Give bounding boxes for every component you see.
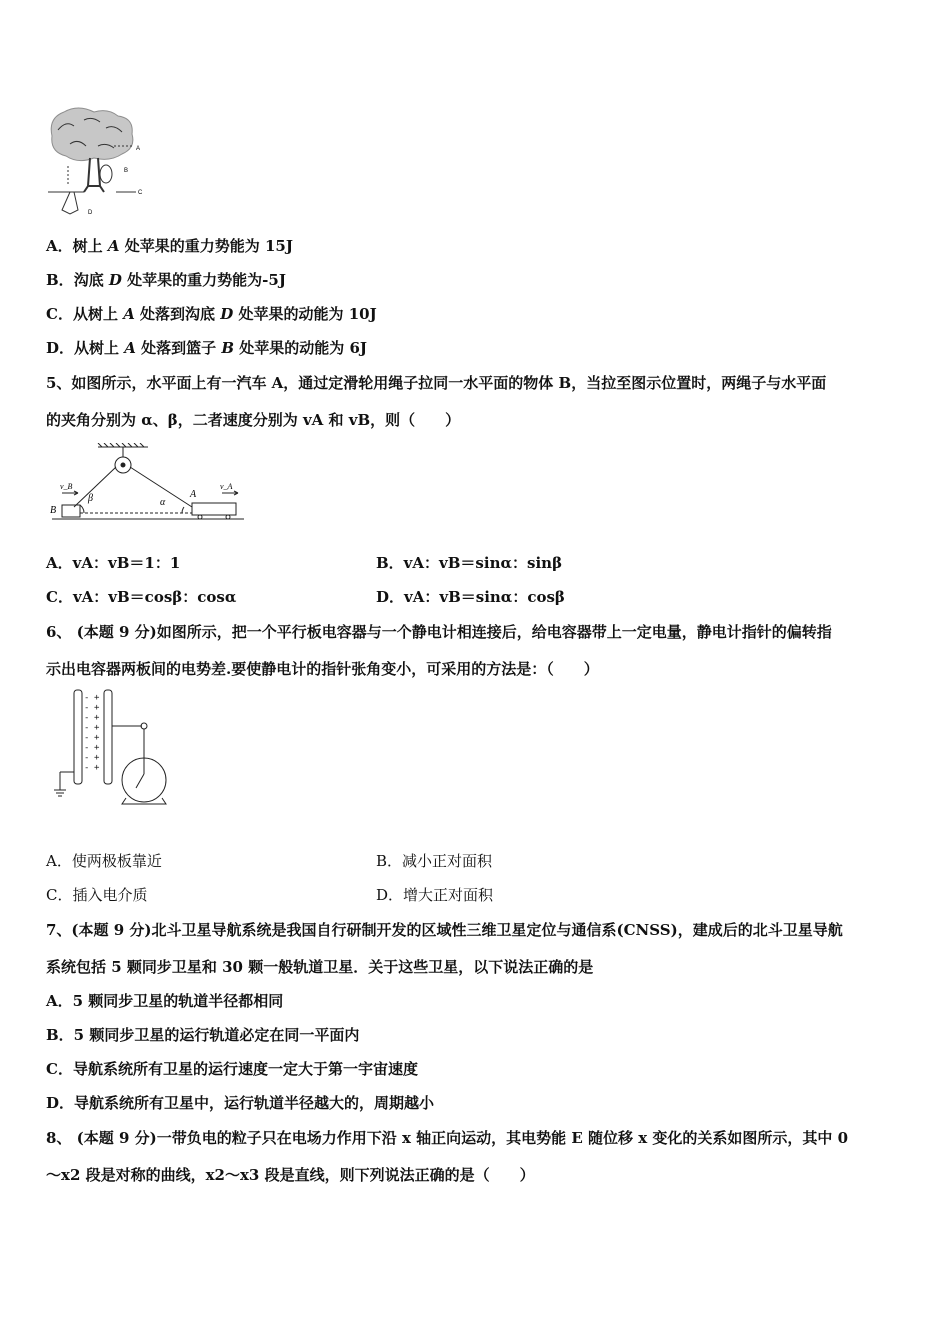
- q6-option-a: A．使两极板靠近: [46, 852, 162, 870]
- svg-text:-: -: [84, 723, 90, 733]
- q6-option-b: B．减小正对面积: [376, 852, 493, 870]
- label-a: A: [190, 489, 197, 500]
- q5-option-a: A．vA：vB＝1：1: [46, 554, 181, 572]
- q4-option-b: B．沟底 D 处苹果的重力势能为-5J: [46, 271, 286, 289]
- svg-text:-: -: [84, 693, 90, 703]
- label-beta: β: [88, 493, 93, 504]
- svg-text:+: +: [94, 763, 100, 773]
- q6-option-c: C．插入电介质: [46, 886, 148, 904]
- q7-option-c: C．导航系统所有卫星的运行速度一定大于第一宇宙速度: [46, 1060, 418, 1078]
- q8-stem-line1: 8、 (本题 9 分)一带负电的粒子只在电场力作用下沿 x 轴正向运动，其电势能 E 随位移 x 变化的关系如图所示，其中 0: [46, 1129, 849, 1147]
- svg-text:-: -: [84, 743, 90, 753]
- q4-option-a: A．树上 A 处苹果的重力势能为 15J: [46, 237, 293, 255]
- q5-option-d: D．vA：vB＝sinα：cosβ: [376, 588, 565, 606]
- tree-label-d: D: [88, 210, 93, 216]
- q7-stem-line2: 系统包括 5 颗同步卫星和 30 颗一般轨道卫星．关于这些卫星，以下说法正确的是: [46, 958, 594, 976]
- capacitor-figure: [46, 686, 196, 806]
- label-b: B: [50, 505, 57, 516]
- svg-text:-: -: [84, 763, 90, 773]
- q4-option-d: D．从树上 A 处落到篮子 B 处苹果的动能为 6J: [46, 339, 368, 357]
- svg-text:+: +: [94, 733, 100, 743]
- q5-option-c: C．vA：vB＝cosβ：cosα: [46, 588, 237, 606]
- q7-option-d: D．导航系统所有卫星中，运行轨道半径越大的，周期越小: [46, 1094, 435, 1112]
- q7-stem-line1: 7、(本题 9 分)北斗卫星导航系统是我国自行研制开发的区域性三维卫星定位与通信系(CNSS)，建成后的北斗卫星导航: [46, 921, 843, 939]
- q6-option-d: D．增大正对面积: [376, 886, 494, 904]
- q4-option-c: C．从树上 A 处落到沟底 D 处苹果的动能为 10J: [46, 305, 377, 323]
- svg-text:+: +: [94, 723, 100, 733]
- q6-stem-line1: 6、 (本题 9 分)如图所示，把一个平行板电容器与一个静电计相连接后，给电容器带上一定电量，静电计指针的偏转指: [46, 623, 832, 641]
- svg-text:-: -: [84, 753, 90, 763]
- q5-stem-line2: 的夹角分别为 α、β，二者速度分别为 vA 和 vB，则（ ）: [46, 411, 461, 429]
- q7-option-a: A．5 颗同步卫星的轨道半径都相同: [46, 992, 284, 1010]
- svg-text:-: -: [84, 733, 90, 743]
- tree-label-b: B: [124, 168, 129, 174]
- label-va: v_A: [220, 482, 233, 491]
- tree-figure: [44, 106, 154, 218]
- label-alpha: α: [160, 497, 166, 508]
- svg-text:+: +: [94, 753, 100, 763]
- pulley-figure: [48, 443, 248, 525]
- label-vb: v_B: [60, 482, 73, 491]
- svg-text:-: -: [84, 713, 90, 723]
- svg-text:+: +: [94, 743, 100, 753]
- svg-text:+: +: [94, 703, 100, 713]
- q6-stem-line2: 示出电容器两板间的电势差.要使静电计的指针张角变小，可采用的方法是：（ ）: [46, 660, 599, 678]
- q7-option-b: B．5 颗同步卫星的运行轨道必定在同一平面内: [46, 1026, 360, 1044]
- q5-stem-line1: 5、如图所示，水平面上有一汽车 A，通过定滑轮用绳子拉同一水平面的物体 B，当拉至图示位置时，两绳子与水平面: [46, 374, 827, 392]
- svg-text:-: -: [84, 703, 90, 713]
- q8-stem-line2: ～x2 段是对称的曲线，x2～x3 段是直线，则下列说法正确的是（ ）: [46, 1166, 535, 1184]
- tree-label-c: C: [138, 190, 143, 196]
- tree-label-a: A: [136, 146, 141, 152]
- svg-text:+: +: [94, 693, 100, 703]
- q5-option-b: B．vA：vB＝sinα：sinβ: [376, 554, 563, 572]
- svg-text:+: +: [94, 713, 100, 723]
